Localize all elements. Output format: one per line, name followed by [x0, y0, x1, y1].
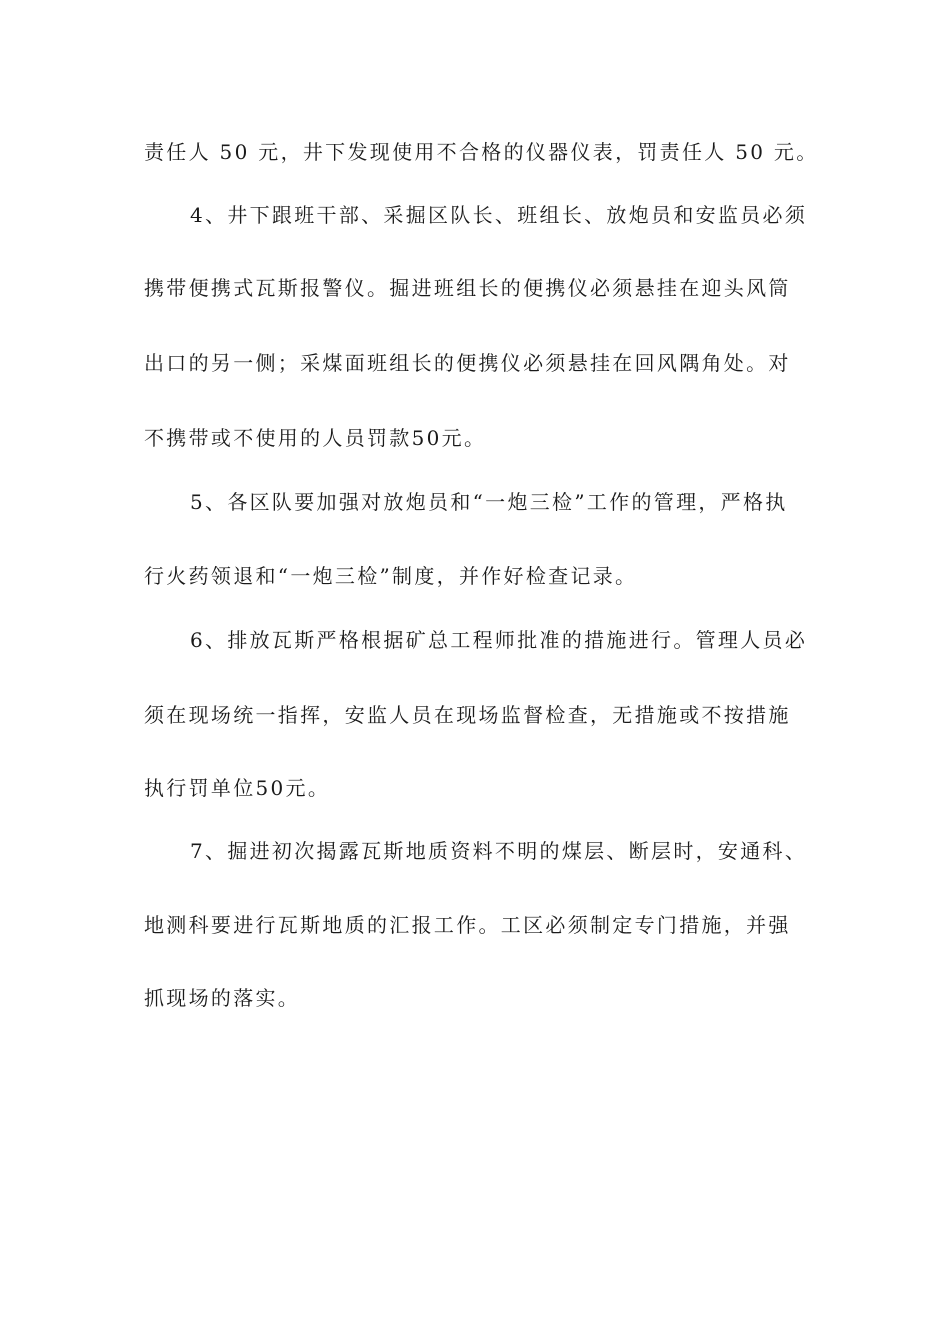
paragraph-7-line-1: 7、掘进初次揭露瓦斯地质资料不明的煤层、断层时，安通科、	[190, 839, 808, 863]
text-line: 地测科要进行瓦斯地质的汇报工作。工区必须制定专门措施，并强	[144, 913, 791, 937]
paragraph-6-line-1: 6、排放瓦斯严格根据矿总工程师批准的措施进行。管理人员必	[190, 628, 808, 652]
text-line: 责任人 50 元，井下发现使用不合格的仪器仪表，罚责任人 50 元。	[144, 140, 819, 164]
text-line: 携带便携式瓦斯报警仪。掘进班组长的便携仪必须悬挂在迎头风筒	[144, 276, 791, 300]
text-line: 须在现场统一指挥，安监人员在现场监督检查，无措施或不按措施	[144, 703, 791, 727]
text-line: 行火药领退和“一炮三检”制度，并作好检查记录。	[144, 564, 638, 588]
text-line: 出口的另一侧；采煤面班组长的便携仪必须悬挂在回风隅角处。对	[144, 351, 791, 375]
paragraph-5-line-1: 5、各区队要加强对放炮员和“一炮三检”工作的管理，严格执	[190, 490, 788, 514]
text-line: 执行罚单位50元。	[144, 776, 331, 800]
paragraph-4-line-1: 4、井下跟班干部、采掘区队长、班组长、放炮员和安监员必须	[190, 203, 808, 227]
text-line: 抓现场的落实。	[144, 986, 301, 1010]
text-line: 不携带或不使用的人员罚款50元。	[144, 426, 487, 450]
